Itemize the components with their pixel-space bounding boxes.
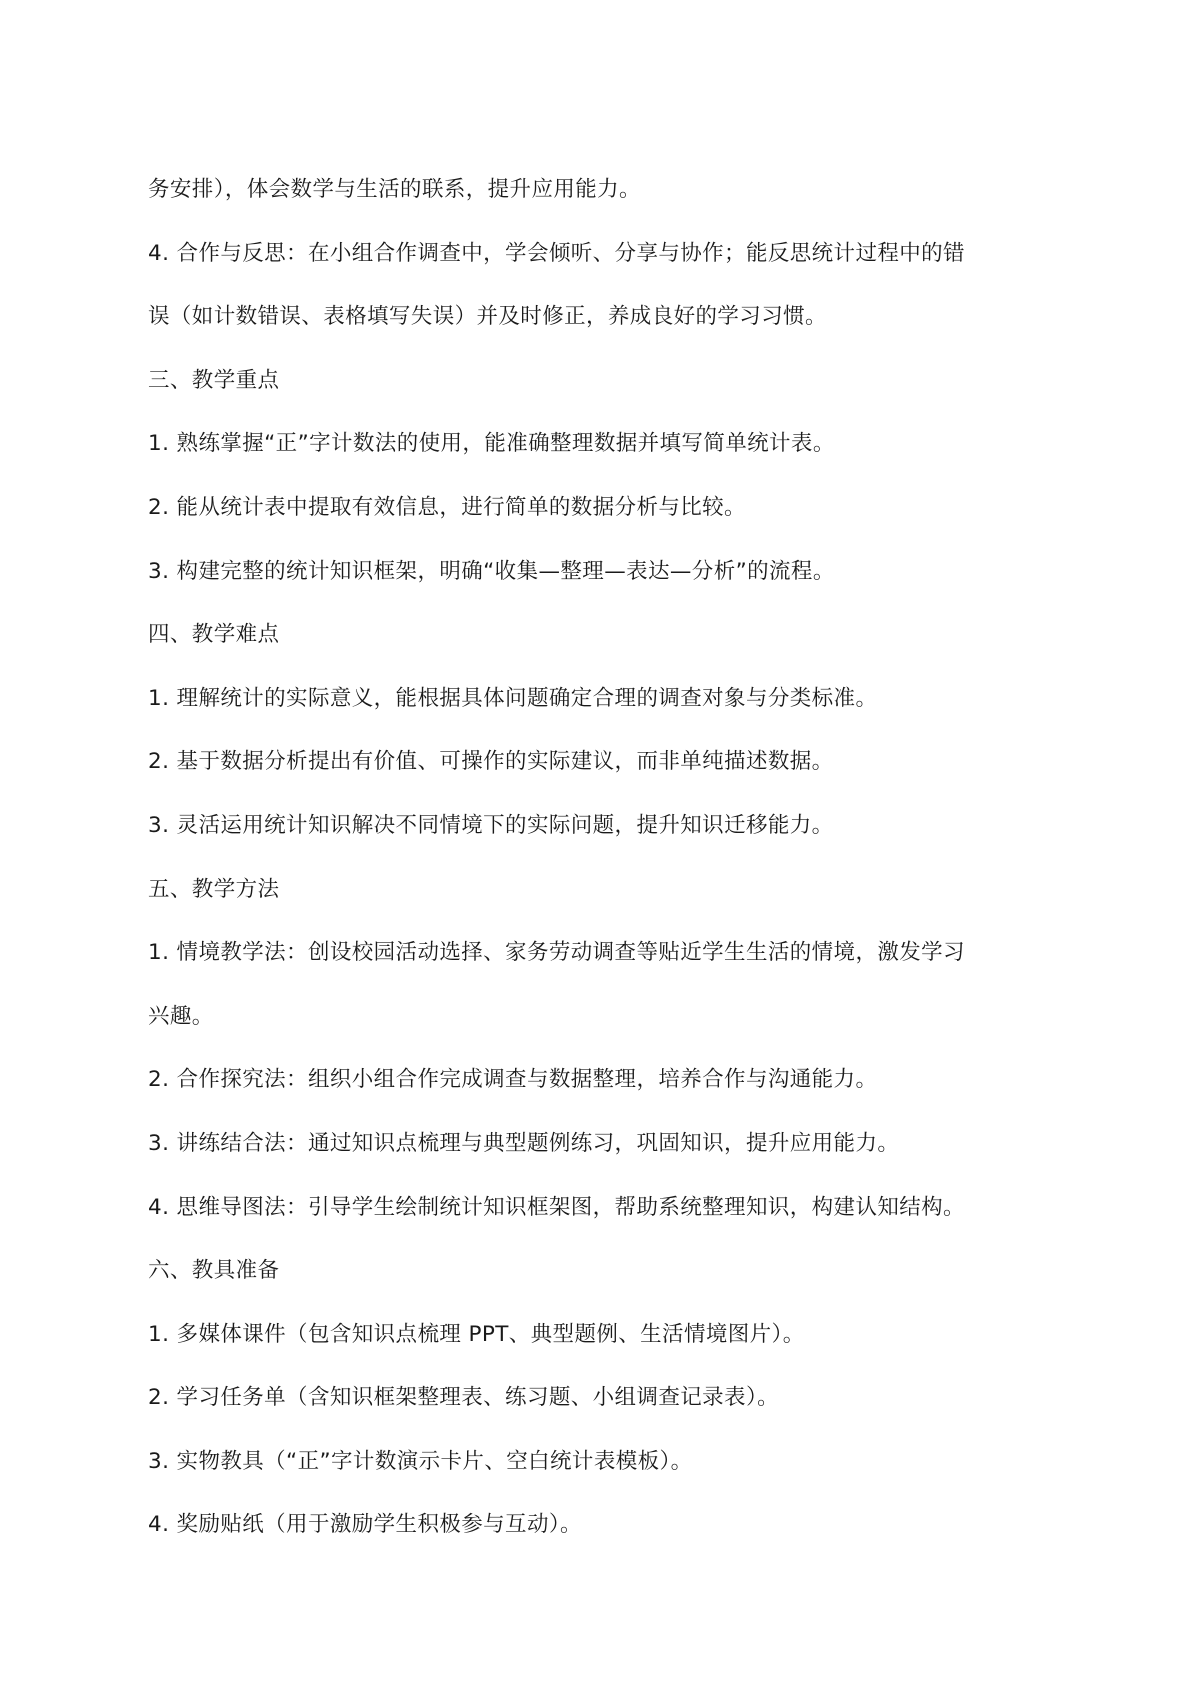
list-item: 4. 奖励贴纸（用于激励学生积极参与互动）。: [148, 1512, 582, 1538]
list-item: 1. 理解统计的实际意义，能根据具体问题确定合理的调查对象与分类标准。: [148, 685, 878, 711]
list-item: 3. 构建完整的统计知识框架，明确“收集—整理—表达—分析”的流程。: [148, 558, 835, 584]
document-body: [148, 158, 1054, 1557]
list-item: 1. 多媒体课件（包含知识点梳理 PPT、典型题例、生活情境图片）。: [148, 1321, 805, 1347]
list-item: 3. 讲练结合法：通过知识点梳理与典型题例练习，巩固知识，提升应用能力。: [148, 1130, 900, 1156]
paragraph-line: 务安排），体会数学与生活的联系，提升应用能力。: [148, 177, 641, 202]
list-item: 2. 能从统计表中提取有效信息，进行简单的数据分析与比较。: [148, 494, 746, 520]
list-item: 1. 情境教学法：创设校园活动选择、家务劳动调查等贴近学生生活的情境，激发学习: [148, 940, 965, 966]
list-item: 2. 合作探究法：组织小组合作完成调查与数据整理，培养合作与沟通能力。: [148, 1067, 878, 1093]
list-item: 1. 熟练掌握“正”字计数法的使用，能准确整理数据并填写简单统计表。: [148, 431, 835, 457]
paragraph-line: 兴趣。: [148, 1003, 214, 1029]
list-item: 3. 灵活运用统计知识解决不同情境下的实际问题，提升知识迁移能力。: [148, 812, 834, 838]
section-heading-key-points: 三、教学重点: [148, 367, 280, 393]
section-heading-difficulties: 四、教学难点: [148, 622, 280, 648]
section-heading-materials: 六、教具准备: [148, 1258, 280, 1284]
list-item-cooperation-reflection: 4. 合作与反思：在小组合作调查中，学会倾听、分享与协作；能反思统计过程中的错: [148, 240, 965, 266]
paragraph-line: 误（如计数错误、表格填写失误）并及时修正，养成良好的学习习惯。: [148, 304, 827, 330]
list-item: 4. 思维导图法：引导学生绘制统计知识框架图，帮助系统整理知识，构建认知结构。: [148, 1194, 965, 1220]
section-heading-methods: 五、教学方法: [148, 876, 280, 902]
list-item: 2. 基于数据分析提出有价值、可操作的实际建议，而非单纯描述数据。: [148, 749, 834, 775]
list-item: 2. 学习任务单（含知识框架整理表、练习题、小组调查记录表）。: [148, 1385, 780, 1411]
list-item: 3. 实物教具（“正”字计数演示卡片、空白统计表模板）。: [148, 1448, 693, 1474]
